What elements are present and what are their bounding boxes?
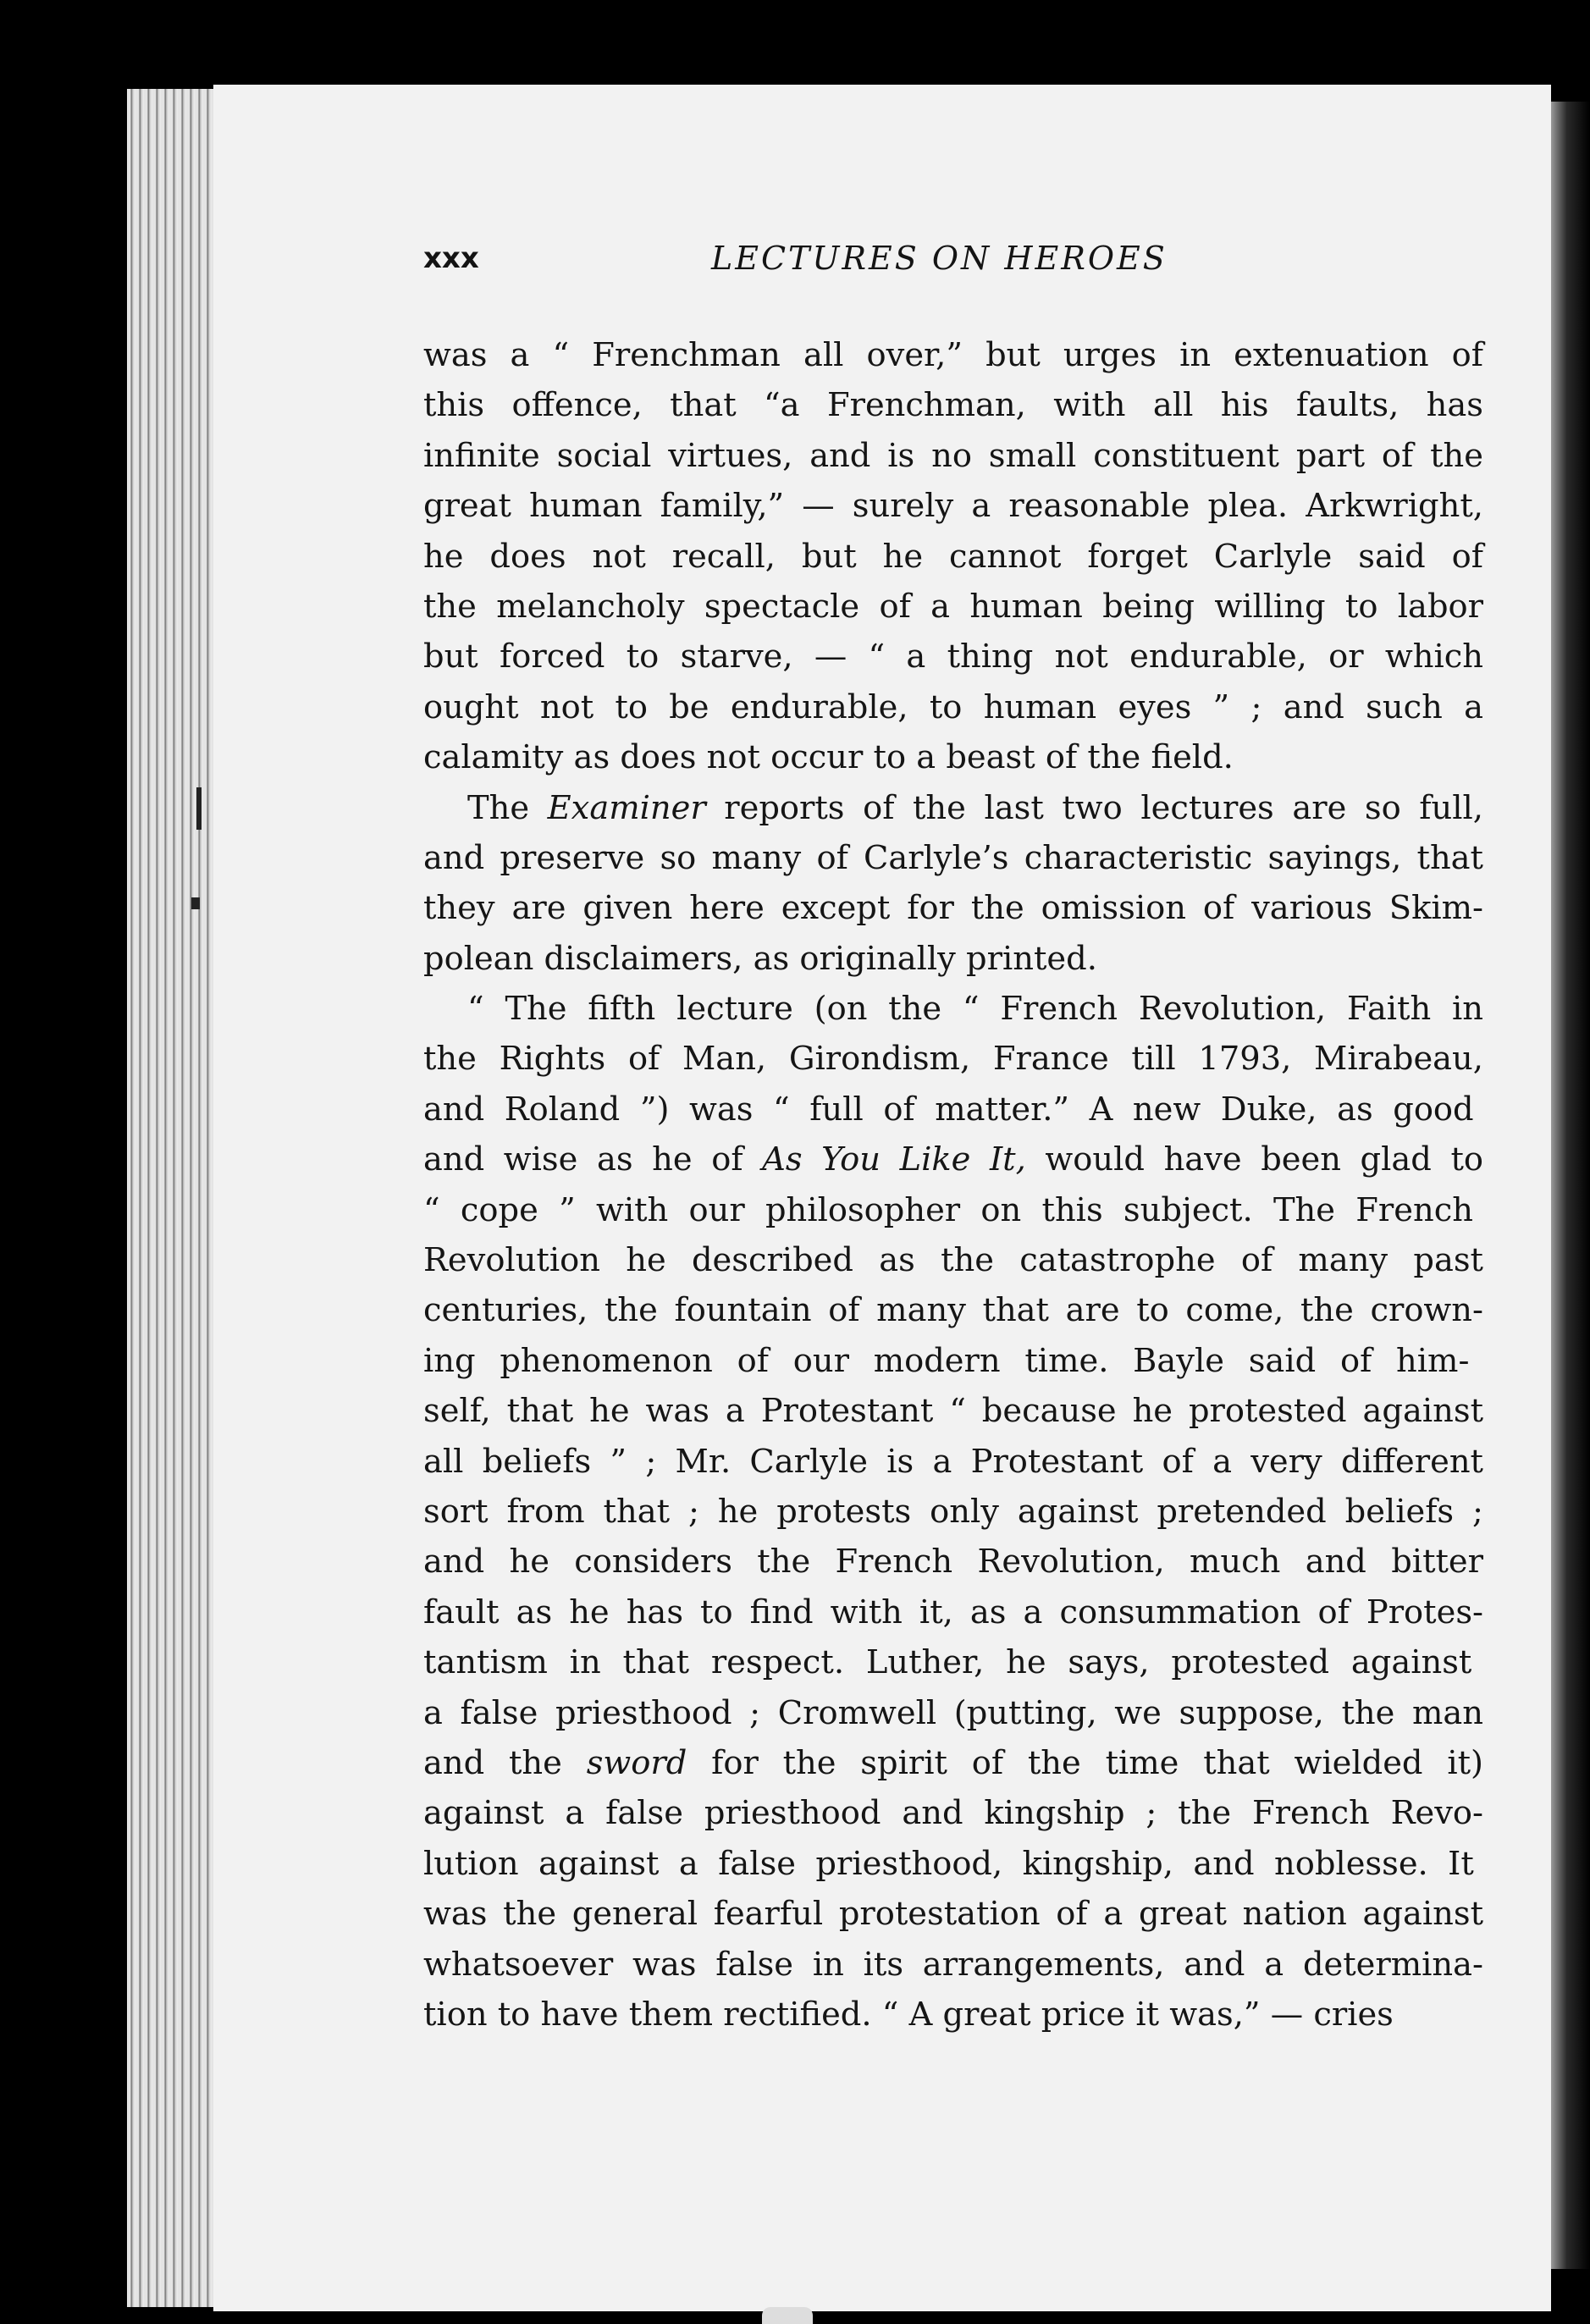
text-line: sort from that ; he protests only against pretended beliefs ; <box>423 1492 1483 1531</box>
text-line: and he considers the French Revolution, much and bitter <box>423 1543 1483 1582</box>
body-text <box>423 330 1483 2040</box>
italic-title: As You Like It, <box>762 1140 1026 1179</box>
scan-artifact <box>196 787 202 830</box>
running-title: LECTURES ON HEROES <box>711 240 1168 277</box>
scan-artifact <box>191 897 200 909</box>
page-number: xxx <box>423 241 479 275</box>
text-line: calamity as does not occur to a beast of the field. <box>423 738 1234 777</box>
text-run: The <box>467 788 548 827</box>
text-line: was a “ Frenchman all over,” but urges in extenuation of <box>423 336 1483 374</box>
text-line: ought not to be endurable, to human eyes ” ; and such a <box>423 687 1483 726</box>
book-gutter-shadow <box>1551 102 1590 2269</box>
text-line: tantism in that respect. Luther, he says, protested against <box>423 1643 1472 1682</box>
text-line <box>423 1738 1483 1788</box>
text-run: and the <box>423 1743 587 1782</box>
italic-title: sword <box>586 1743 687 1782</box>
text-line: was the general fearful protestation of a great nation against <box>423 1895 1483 1934</box>
text-line: a false priesthood ; Cromwell (putting, we suppose, the man <box>423 1693 1483 1732</box>
text-line: and preserve so many of Carlyle’s characteristic sayings, that <box>423 838 1483 877</box>
text-line <box>423 783 1483 833</box>
text-line: but forced to starve, — “ a thing not endurable, or which <box>423 638 1483 676</box>
text-line: ing phenomenon of our modern time. Bayle said of him- <box>423 1341 1470 1380</box>
text-line: lution against a false priesthood, kingship, and noblesse. It <box>423 1844 1474 1883</box>
italic-title: Examiner <box>547 788 706 827</box>
text-line: centuries, the fountain of many that are to come, the crown- <box>423 1291 1483 1330</box>
text-line: and Roland ”) was “ full of matter.” A new Duke, as good <box>423 1090 1474 1129</box>
text-run: for the spirit of the time that wielded it) <box>687 1743 1484 1782</box>
text-line: self, that he was a Protestant “ because he protested against <box>423 1392 1483 1431</box>
text-line: the Rights of Man, Girondism, France till 1793, Mirabeau, <box>423 1040 1483 1079</box>
text-line: they are given here except for the omission of various Skim- <box>423 889 1483 928</box>
text-run: reports of the last two lectures are so full, <box>705 788 1483 827</box>
text-line: fault as he has to find with it, as a consummation of Protes- <box>423 1593 1483 1631</box>
text-line: “ The fifth lecture (on the “ French Revolution, Faith in <box>467 990 1483 1029</box>
text-line: he does not recall, but he cannot forget Carlyle said of <box>423 537 1483 576</box>
page-header <box>423 241 1490 292</box>
text-line: whatsoever was false in its arrangements, and a determina- <box>423 1945 1483 1984</box>
text-line: all beliefs ” ; Mr. Carlyle is a Protestant of a very different <box>423 1442 1483 1481</box>
text-line: infinite social virtues, and is no small constituent part of the <box>423 436 1483 475</box>
text-line: the melancholy spectacle of a human being willing to labor <box>423 587 1483 626</box>
text-line: Revolution he described as the catastrophe of many past <box>423 1241 1483 1280</box>
book-page-edges <box>127 89 220 2307</box>
text-line: polean disclaimers, as originally printed. <box>423 939 1097 978</box>
text-line: this offence, that “a Frenchman, with all his faults, has <box>423 386 1483 425</box>
scan-artifact <box>762 2307 813 2324</box>
text-line: against a false priesthood and kingship ; the French Revo- <box>423 1794 1483 1833</box>
text-line: “ cope ” with our philosopher on this subject. The French <box>423 1190 1473 1229</box>
text-line: tion to have them rectified. “ A great price it was,” — cries <box>423 1995 1394 2034</box>
text-run: would have been glad to <box>1025 1140 1484 1179</box>
text-run: and wise as he of <box>423 1140 763 1179</box>
text-line: great human family,” — surely a reasonable plea. Arkwright, <box>423 487 1483 526</box>
text-line <box>423 1134 1483 1184</box>
